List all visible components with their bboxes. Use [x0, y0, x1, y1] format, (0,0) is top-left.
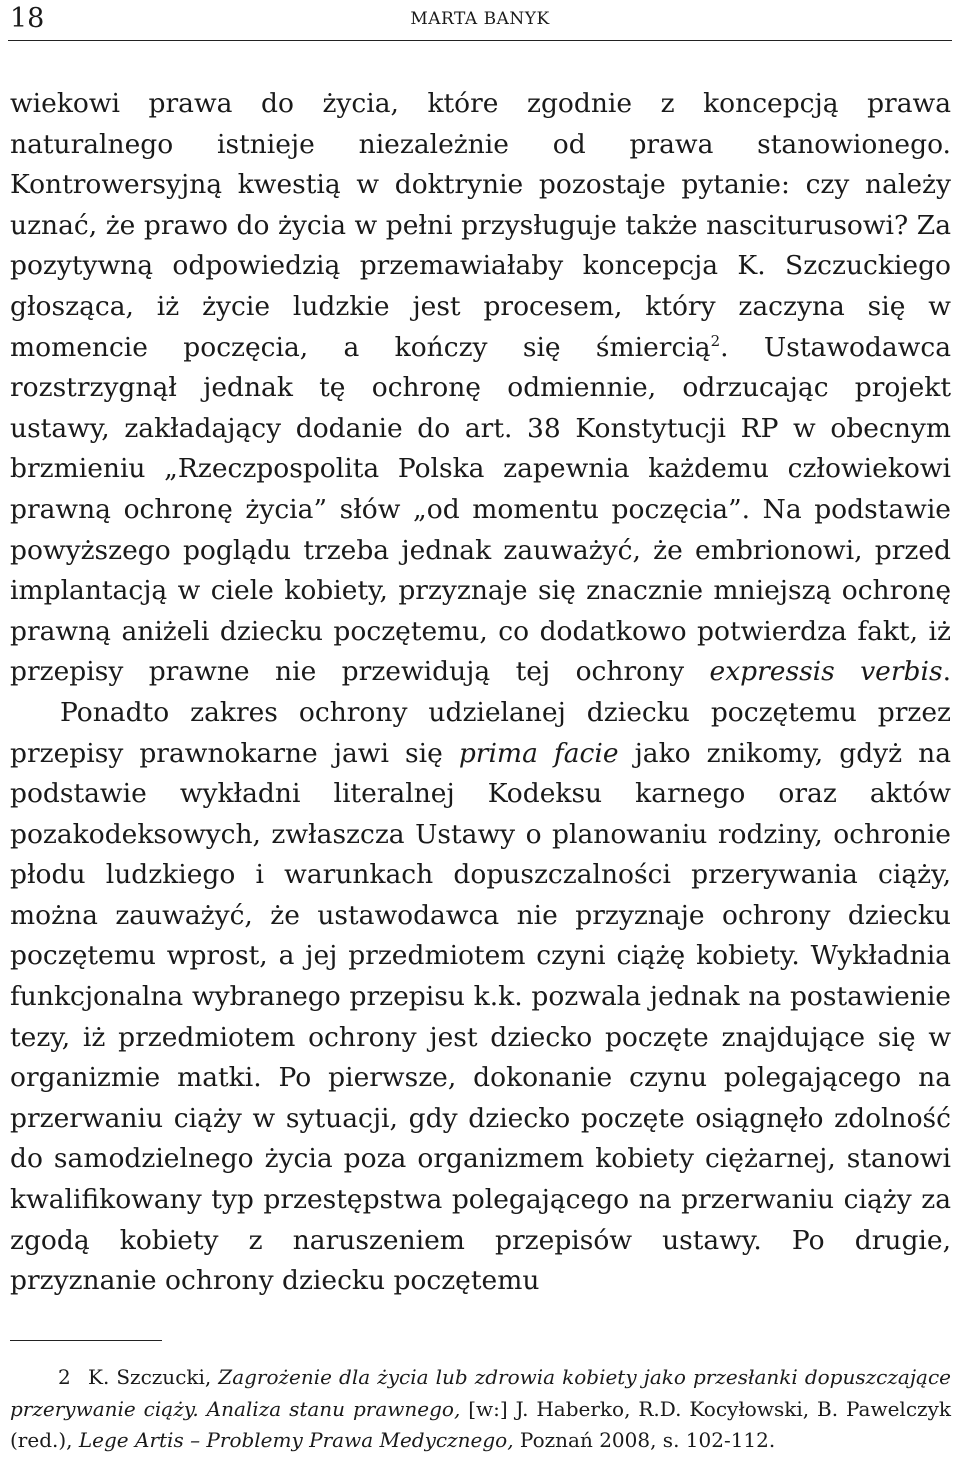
body-text	[10, 84, 951, 1302]
paragraph-1-text-a: wiekowi prawa do życia, które zgodnie z koncepcją prawa naturalnego istnieje niezależnie od prawa stanowionego. Kontrowersyjną kwestią w doktrynie pozostaje pytanie: czy należy uznać, że prawo do życia w pełni przysługuje także nasciturusowi? Za pozytywną odpowiedzią przemawiałaby koncepcja K. Szczuckiego głosząca, iż życie ludzkie jest procesem, który zaczyna się w momencie poczęcia, a kończy się śmiercią	[10, 88, 951, 363]
paragraph-2	[10, 693, 951, 1302]
footnote	[10, 1362, 951, 1457]
page-header	[8, 0, 952, 41]
paragraph-2-text-a: Ponadto zakres ochrony udzielanej dziecku poczętemu przez przepisy prawnokarne jawi się	[10, 696, 951, 769]
footnote-italic-title: Zagrożenie dla życia lub zdrowia kobiety jako przesłanki dopuszczające przerywanie ciąży. Analiza stanu prawnego,	[10, 1365, 951, 1421]
paragraph-2-italic: prima facie	[458, 737, 619, 769]
footnote-separator	[10, 1340, 162, 1341]
paragraph-1-italic: expressis verbis	[709, 656, 943, 688]
paragraph-2-text-b: jako znikomy, gdyż na podstawie wykładni literalnej Kodeksu karnego oraz aktów pozakodeksowych, zwłaszcza Ustawy o planowaniu rodziny, ochronie płodu ludzkiego i warunkach dopuszczalności przerywania ciąży, można zauważyć, że ustawodawca nie przyznaje ochrony dziecku poczętemu wprost, a jej przedmiotem czyni ciążę kobiety. Wykładnia funkcjonalna wybranego przepisu k.k. pozwala jednak na postawienie tezy, iż przedmiotem ochrony jest dziecko poczęte znajdujące się w organizmie matki. Po pierwsze, dokonanie czynu polegającego na przerwaniu ciąży w sytuacji, gdy dziecko poczęte osiągnęło zdolność do samodzielnego życia poza organizmem kobiety ciężarnej, stanowi kwalifikowany typ przestępstwa polegającego na przerwaniu ciąży za zgodą kobiety z naruszeniem przepisów ustawy. Po drugie, przyznanie ochrony dziecku poczętemu	[10, 737, 951, 1297]
paragraph-1	[10, 84, 951, 693]
footnote-italic-book: Lege Artis – Problemy Prawa Medycznego,	[78, 1428, 514, 1452]
page-number: 18	[10, 3, 45, 34]
footnote-number: 2	[58, 1365, 71, 1389]
footnote-text-c: Poznań 2008, s. 102-112.	[513, 1428, 776, 1452]
running-head: MARTA BANYK	[410, 9, 550, 29]
footnote-reference: 2	[710, 331, 721, 350]
paragraph-1-text-b: . Ustawodawca rozstrzygnął jednak tę ochronę odmiennie, odrzucając projekt ustawy, zakładający dodanie do art. 38 Konstytucji RP w obecnym brzmieniu „Rzeczpospolita Polska zapewnia każdemu człowiekowi prawną ochronę życia” słów „od momentu poczęcia”. Na podstawie powyższego poglądu trzeba jednak zauważyć, że embrionowi, przed implantacją w ciele kobiety, przyznaje się znacznie mniejszą ochronę prawną aniżeli dziecku poczętemu, co dodatkowo potwierdza fakt, iż przepisy prawne nie przewidują tej ochrony	[10, 331, 951, 688]
paragraph-1-text-c: .	[942, 656, 951, 688]
footnote-text-a: K. Szczucki,	[88, 1365, 219, 1389]
footnote-text-b: [w:] J. Haberko, R.D. Kocyłowski, B. Pawelczyk (red.),	[10, 1396, 951, 1452]
